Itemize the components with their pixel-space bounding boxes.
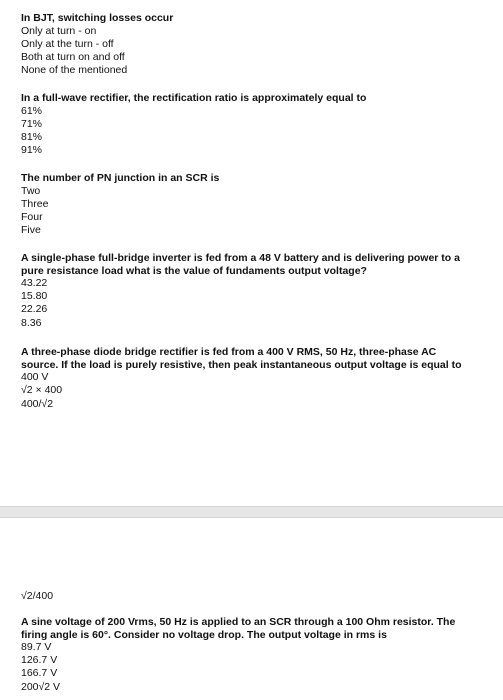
answer-option: 81% [21, 130, 43, 143]
answer-option: 61% [21, 104, 43, 117]
answer-option: 8.36 [21, 316, 42, 329]
answer-option: 126.7 V [21, 654, 58, 667]
answer-option: Only at turn - on [21, 24, 97, 37]
answer-option: 91% [21, 144, 43, 157]
question-block-3 [21, 172, 481, 237]
answer-option: 22.26 [21, 303, 48, 316]
answer-option: √2/400 [21, 590, 54, 602]
answer-option: 89.7 V [21, 641, 52, 653]
question-text: The number of PN junction in an SCR is [21, 172, 220, 184]
question-block-6 [21, 616, 479, 694]
page-break-divider [0, 506, 503, 518]
question-block-4 [21, 252, 479, 330]
answer-option: 71% [21, 117, 43, 130]
answer-option: 400/√2 [21, 397, 54, 410]
answer-option: Two [21, 184, 41, 197]
document-page-bottom [0, 518, 503, 700]
answer-option: 15.80 [21, 290, 48, 303]
answer-option: Five [21, 224, 41, 237]
question-block-5-continued [21, 590, 481, 603]
answer-option: Only at the turn - off [21, 37, 114, 50]
answer-option: Both at turn on and off [21, 50, 125, 63]
answer-option: 166.7 V [21, 667, 58, 680]
question-text: A single-phase full-bridge inverter is fed from a 48 V battery and is delivering power to a pure resistance load what is the value of fundaments output voltage? [21, 252, 460, 277]
answer-option: Four [21, 210, 43, 223]
question-block-1 [21, 12, 481, 77]
answer-option: √2 × 400 [21, 384, 63, 397]
question-block-5 [21, 346, 476, 411]
answer-option: 43.22 [21, 277, 48, 289]
question-text: In a full-wave rectifier, the rectification ratio is approximately equal to [21, 92, 367, 104]
answer-option: None of the mentioned [21, 64, 128, 77]
answer-option: 400 V [21, 371, 49, 383]
answer-option: 200√2 V [21, 680, 61, 693]
question-text: In BJT, switching losses occur [21, 12, 174, 24]
answer-option: Three [21, 197, 49, 210]
question-text: A sine voltage of 200 Vrms, 50 Hz is applied to an SCR through a 100 Ohm resistor. The firing angle is 60°. Consider no voltage drop. The output voltage in rms is [21, 616, 456, 641]
question-block-2 [21, 92, 481, 157]
question-text: A three-phase diode bridge rectifier is fed from a 400 V RMS, 50 Hz, three-phase AC source. If the load is purely resistive, then peak instantaneous output voltage is equal to [21, 346, 462, 371]
